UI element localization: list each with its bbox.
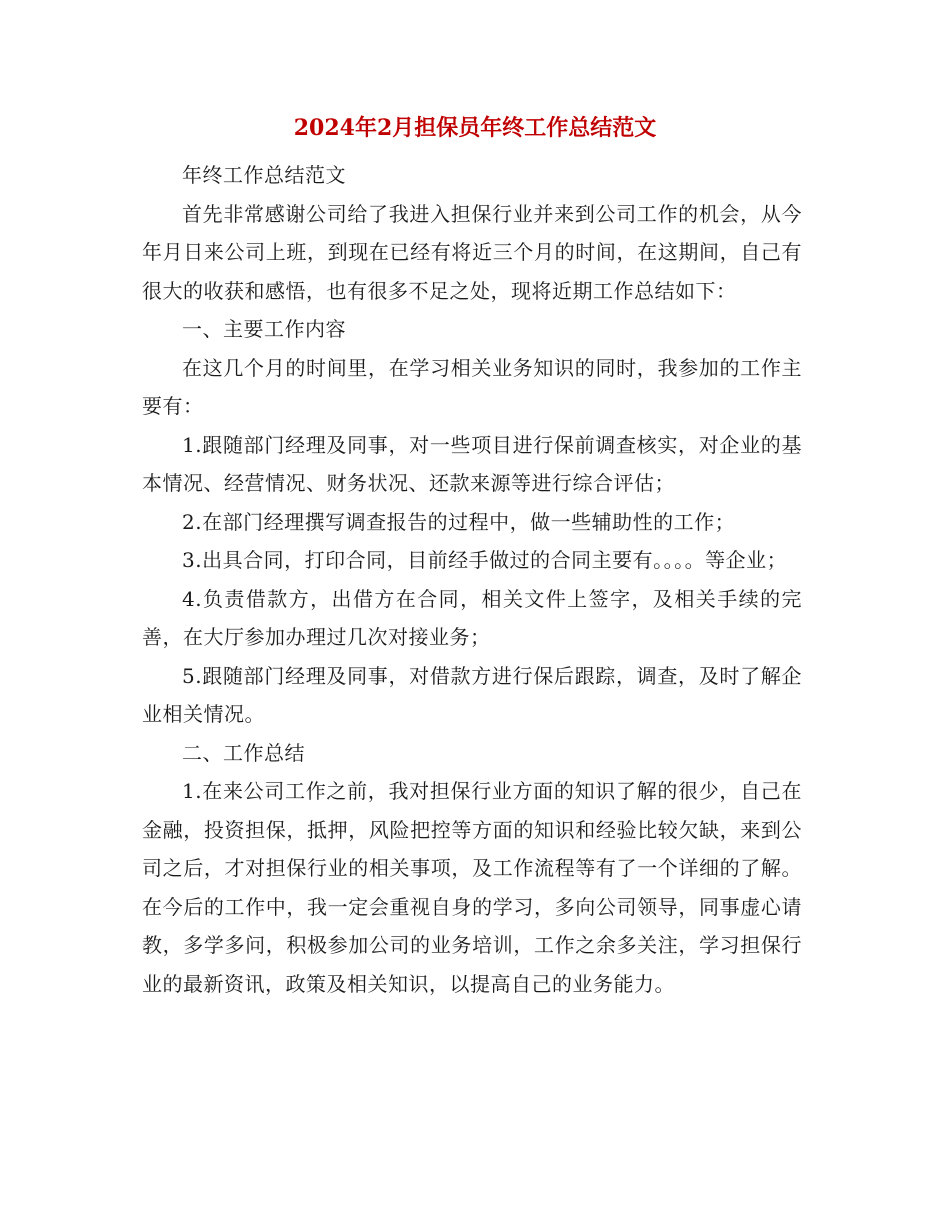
paragraph-heading: 年终工作总结范文 — [182, 163, 346, 187]
document-title: 2024年2月担保员年终工作总结范文 — [293, 115, 657, 141]
section-heading-summary: 二、工作总结 — [182, 740, 305, 765]
document-body — [142, 156, 802, 1003]
paragraph-intro: 首先非常感谢公司给了我进入担保行业并来到公司工作的机会，从今年月日来公司上班，到现在已经有将近三个月的时间，在这期间，自己有很大的收获和感悟，也有很多不足之处，现将近期工作总结如下： — [142, 201, 802, 303]
paragraph-main-work-intro: 在这几个月的时间里，在学习相关业务知识的同时，我参加的工作主要有： — [142, 355, 802, 418]
list-item-1: 1.跟随部门经理及同事，对一些项目进行保前调查核实，对企业的基本情况、经营情况、财务状况、还款来源等进行综合评估； — [142, 432, 802, 495]
list-item-2: 2.在部门经理撰写调查报告的过程中，做一些辅助性的工作； — [182, 509, 736, 534]
section-heading-main-work: 一、主要工作内容 — [182, 317, 346, 341]
list-item-3: 3.出具合同，打印合同，目前经手做过的合同主要有。。。。等企业； — [182, 548, 788, 572]
list-item-5: 5.跟随部门经理及同事，对借款方进行保后跟踪，调查，及时了解企业相关情况。 — [142, 663, 802, 726]
list-item-4: 4.负责借款方，出借方在合同，相关文件上签字，及相关手续的完善，在大厅参加办理过几次对接业务； — [142, 586, 802, 649]
summary-item-1: 1.在来公司工作之前，我对担保行业方面的知识了解的很少，自己在金融，投资担保，抵押，风险把控等方面的知识和经验比较欠缺，来到公司之后，才对担保行业的相关事项，及工作流程等有了一个详细的了解。在今后的工作中，我一定会重视自身的学习，多向公司领导，同事虚心请教，多学多问，积极参加公司的业务培训，工作之余多关注，学习担保行业的最新资讯，政策及相关知识，以提高自己的业务能力。 — [142, 779, 802, 996]
